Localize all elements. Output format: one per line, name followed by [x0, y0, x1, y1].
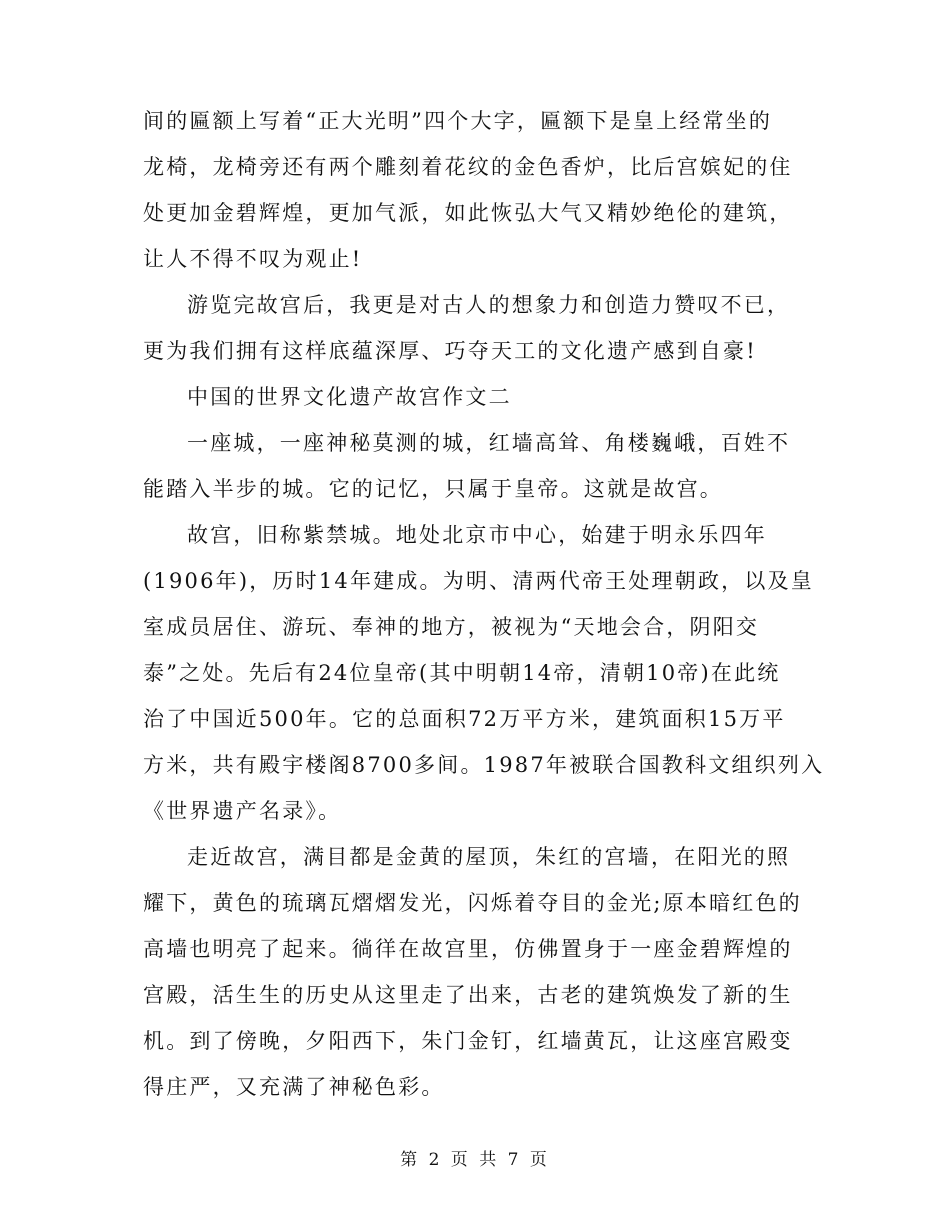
paragraph-start-line: 故宫，旧称紫禁城。地处北京市中心，始建于明永乐四年 [187, 523, 767, 547]
body-text [143, 98, 825, 1110]
text-line: 让人不得不叹为观止! [143, 247, 363, 271]
text-line: 能踏入半步的城。它的记忆，只属于皇帝。这就是故宫。 [143, 477, 723, 501]
text-line: 间的匾额上写着“正大光明”四个大字，匾额下是皇上经常坐的 [143, 109, 773, 133]
text-line: 泰”之处。先后有24位皇帝(其中明朝14帝，清朝10帝)在此统 [143, 661, 781, 685]
text-line: 耀下，黄色的琉璃瓦熠熠发光，闪烁着夺目的金光;原本暗红色的 [143, 891, 802, 915]
page-number-footer: 第 2 页 共 7 页 [400, 1150, 550, 1170]
paragraph-start-line: 游览完故宫后，我更是对古人的想象力和创造力赞叹不已， [187, 293, 791, 317]
text-line: 得庄严，又充满了神秘色彩。 [143, 1075, 445, 1099]
text-line: 更为我们拥有这样底蕴深厚、巧夺天工的文化遗产感到自豪! [143, 339, 757, 363]
text-line: 龙椅，龙椅旁还有两个雕刻着花纹的金色香炉，比后宫嫔妃的住 [143, 155, 793, 179]
paragraph-start-line: 一座城，一座神秘莫测的城，红墙高耸、角楼巍峨，百姓不 [187, 431, 791, 455]
text-line: 机。到了傍晚，夕阳西下，朱门金钉，红墙黄瓦，让这座宫殿变 [143, 1029, 793, 1053]
text-line: 《世界遗产名录》。 [143, 799, 342, 823]
text-line: 室成员居住、游玩、奉神的地方，被视为“天地会合，阴阳交 [143, 615, 760, 639]
text-line: 处更加金碧辉煌，更加气派，如此恢弘大气又精妙绝伦的建筑， [143, 201, 793, 225]
section-title: 中国的世界文化遗产故宫作文二 [187, 385, 512, 409]
text-line: 高墙也明亮了起来。徜徉在故宫里，仿佛置身于一座金碧辉煌的 [143, 937, 793, 961]
text-line: 治了中国近500年。它的总面积72万平方米，建筑面积15万平 [143, 707, 786, 731]
text-line: (1906年)，历时14年建成。为明、清两代帝王处理朝政，以及皇 [143, 569, 814, 593]
text-line: 方米，共有殿宇楼阁8700多间。1987年被联合国教科文组织列入 [143, 753, 825, 777]
text-line: 宫殿，活生生的历史从这里走了出来，古老的建筑焕发了新的生 [143, 983, 793, 1007]
paragraph-start-line: 走近故宫，满目都是金黄的屋顶，朱红的宫墙，在阳光的照 [187, 845, 791, 869]
